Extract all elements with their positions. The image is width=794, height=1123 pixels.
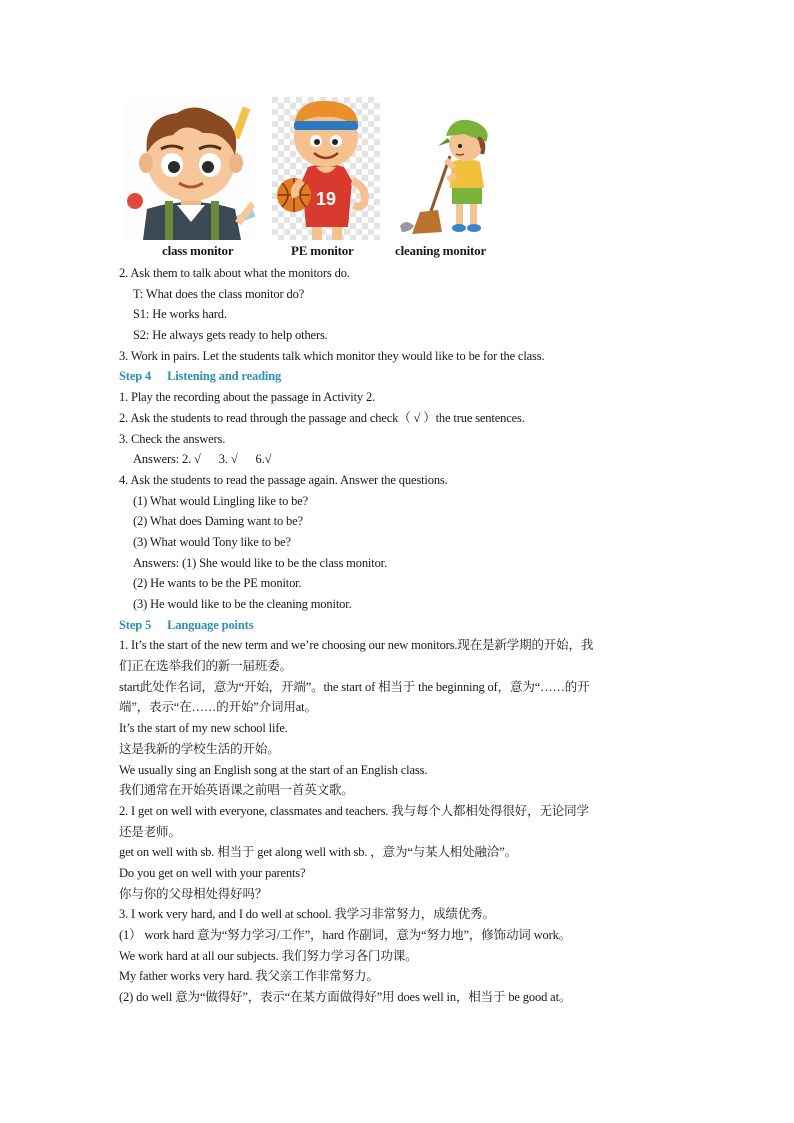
text-line: 还是老师。	[119, 824, 181, 839]
text-line: (3) What would Tony like to be?	[133, 534, 291, 549]
text-line: My father works very hard. 我父亲工作非常努力。	[119, 969, 379, 984]
text-line: (2) What does Daming want to be?	[133, 514, 303, 529]
step-4-heading: Step 4 Listening and reading	[119, 369, 282, 384]
text-line: 3. Work in pairs. Let the students talk which monitor they would like to be for the class.	[119, 348, 545, 363]
class-monitor-image	[125, 97, 258, 240]
text-line: 3. Check the answers.	[119, 431, 226, 446]
boy-with-backpack-icon	[125, 97, 258, 240]
boy-sweeping-with-broom-icon	[394, 108, 504, 238]
text-line: (2) He wants to be the PE monitor.	[133, 576, 302, 591]
text-line: (2) do well 意为“做得好”，表示“在某方面做得好”用 does well in，相当于 be good at。	[119, 990, 572, 1005]
text-line: 2. I get on well with everyone, classmates and teachers. 我与每个人都相处得很好，无论同学	[119, 803, 589, 818]
text-line: 我们通常在开始英语课之前唱一首英文歌。	[119, 783, 354, 798]
answers-line: Answers: 2. √ 3. √ 6.√	[133, 452, 272, 467]
caption-cleaning-monitor: cleaning monitor	[395, 243, 487, 258]
text-line: 这是我新的学校生活的开始。	[119, 741, 280, 756]
text-line: T: What does the class monitor do?	[133, 286, 305, 301]
text-line: (1) What would Lingling like to be?	[133, 493, 309, 508]
text-line: 4. Ask the students to read the passage again. Answer the questions.	[119, 472, 448, 487]
text-line: 1. It’s the start of the new term and we’re choosing our new monitors.现在是新学期的开始，我	[119, 638, 594, 653]
text-line: 端”，表示“在……的开始”介词用at。	[119, 700, 317, 715]
text-line: 们正在选举我们的新一届班委。	[119, 659, 292, 674]
caption-pe-monitor: PE monitor	[291, 243, 354, 258]
text-line: 你与你的父母相处得好吗？	[119, 886, 268, 901]
text-line: get on well with sb. 相当于 get along well with sb. ，意为“与某人相处融洽”。	[119, 845, 517, 860]
text-line: (1） work hard 意为“努力学习/工作”，hard 作副词，意为“努力地”，修饰动词 work。	[119, 928, 572, 942]
boy-with-basketball-icon	[272, 97, 380, 240]
text-line: 1. Play the recording about the passage in Activity 2.	[119, 390, 376, 405]
cleaning-monitor-image	[394, 108, 504, 238]
text-line: S2: He always gets ready to help others.	[133, 328, 328, 343]
text-line: Answers: (1) She would like to be the class monitor.	[133, 555, 387, 570]
text-line: (3) He would like to be the cleaning monitor.	[133, 597, 352, 611]
caption-class-monitor: class monitor	[162, 243, 234, 258]
text-line: 2. Ask the students to read through the passage and check（ √ ）the true sentences.	[119, 410, 525, 425]
svg-text:19: 19	[315, 189, 337, 209]
text-line: S1: He works hard.	[133, 307, 227, 322]
document-body	[119, 263, 679, 1008]
text-line: We usually sing an English song at the start of an English class.	[119, 762, 428, 777]
text-line: It’s the start of my new school life.	[119, 721, 288, 736]
text-line: Do you get on well with your parents?	[119, 865, 306, 880]
text-line: We work hard at all our subjects. 我们努力学习各门功课。	[119, 948, 418, 963]
text-line: start此处作名词，意为“开始，开端”。the start of 相当于 the beginning of，意为“……的开	[119, 679, 590, 694]
pe-monitor-image	[272, 97, 380, 240]
text-line: 2. Ask them to talk about what the monitors do.	[119, 266, 350, 280]
step-5-heading: Step 5 Language points	[119, 617, 254, 632]
text-line: 3. I work very hard, and I do well at school. 我学习非常努力，成绩优秀。	[119, 907, 495, 922]
